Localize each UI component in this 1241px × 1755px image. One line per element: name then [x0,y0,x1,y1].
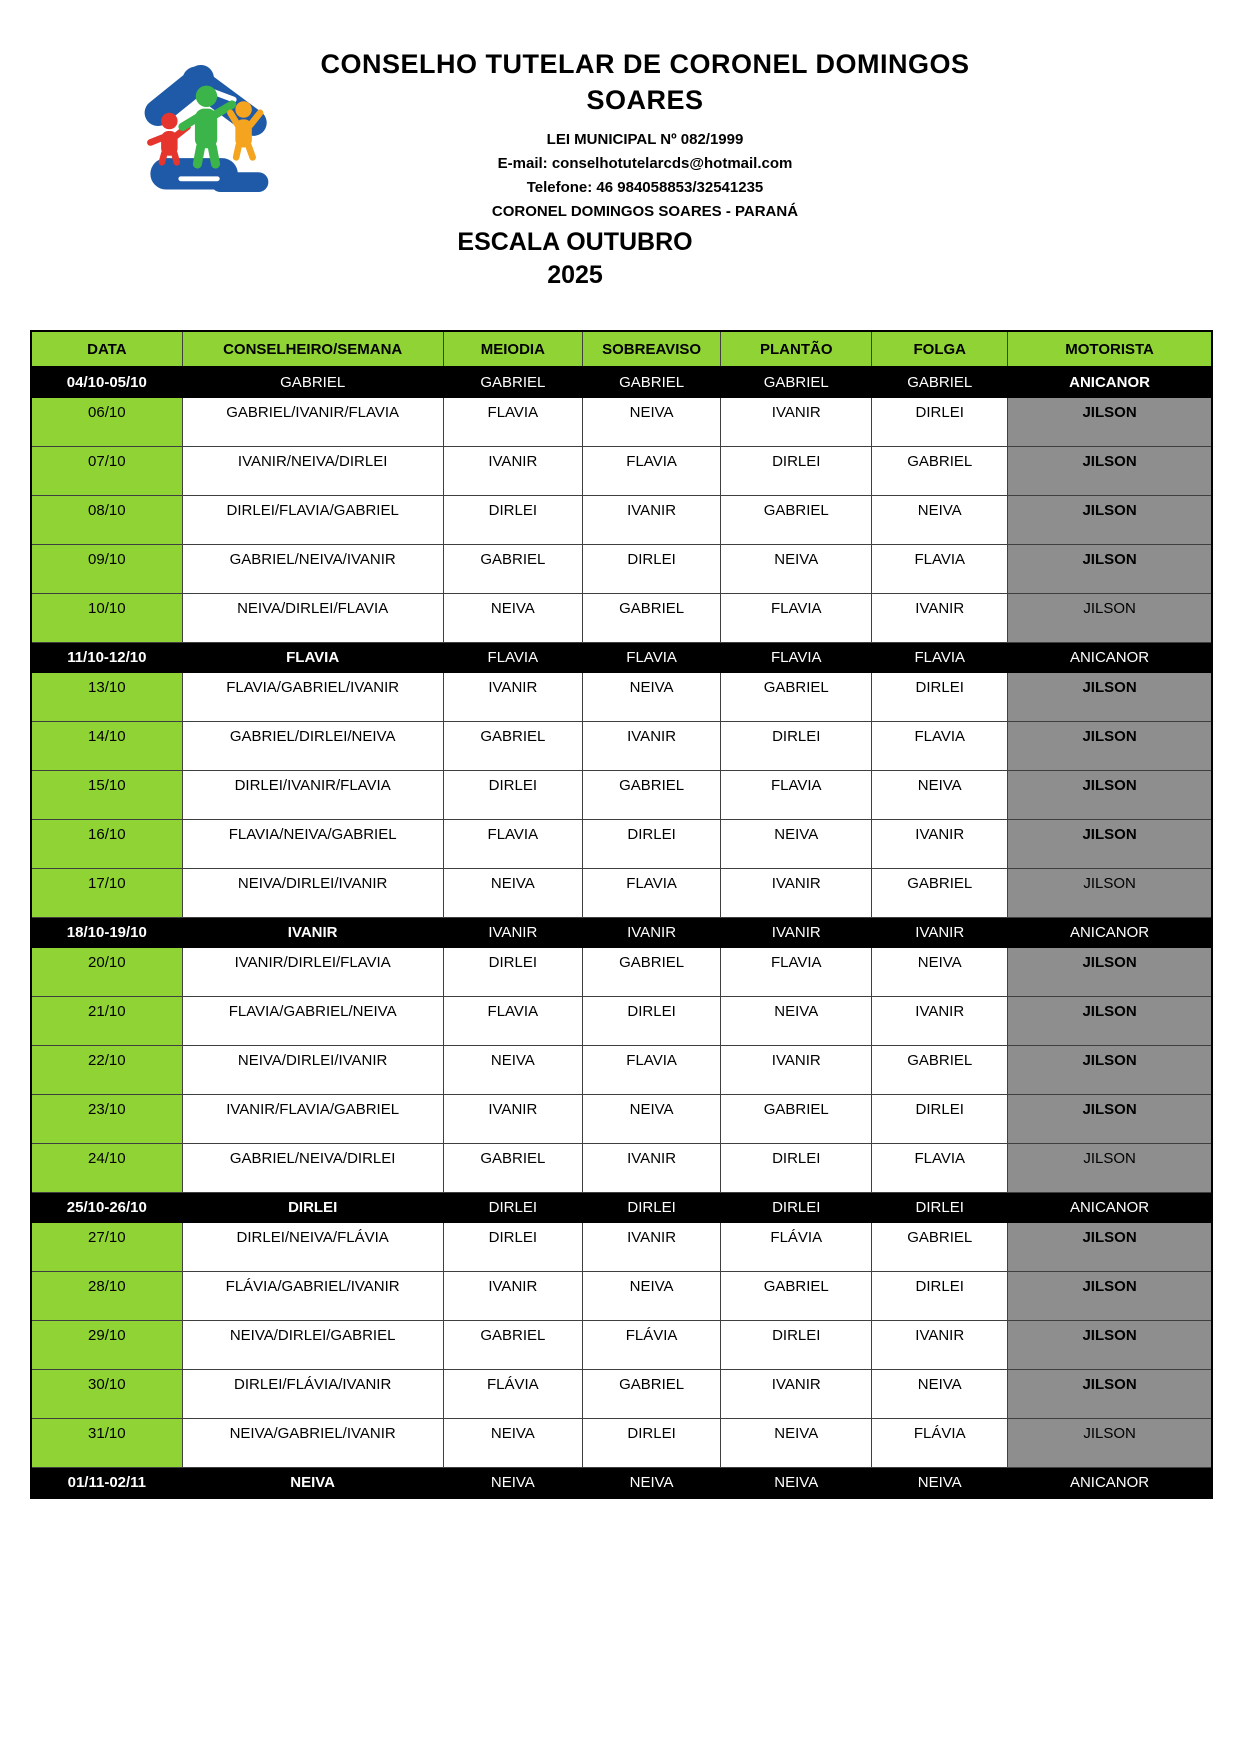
cell-sobreaviso: DIRLEI [583,997,721,1046]
cell-date: 23/10 [31,1095,182,1144]
cell-date: 01/11-02/11 [31,1468,182,1499]
cell-folga: IVANIR [872,1321,1008,1370]
cell-plantao: DIRLEI [721,722,872,771]
cell-conselheiro: DIRLEI/FLÁVIA/IVANIR [182,1370,443,1419]
cell-motorista: JILSON [1008,948,1212,997]
cell-plantao: FLÁVIA [721,1223,872,1272]
org-name-line2: SOARES [586,85,704,115]
cell-conselheiro: NEIVA/DIRLEI/IVANIR [182,1046,443,1095]
cell-plantao: NEIVA [721,545,872,594]
cell-date: 29/10 [31,1321,182,1370]
day-row [31,398,1212,447]
week-summary-row [31,1468,1212,1499]
cell-date: 04/10-05/10 [31,367,182,398]
cell-sobreaviso: NEIVA [583,1095,721,1144]
cell-conselheiro: GABRIEL/NEIVA/IVANIR [182,545,443,594]
cell-conselheiro: IVANIR/FLAVIA/GABRIEL [182,1095,443,1144]
cell-plantao: IVANIR [721,869,872,918]
cell-conselheiro: DIRLEI/FLAVIA/GABRIEL [182,496,443,545]
cell-folga: FLAVIA [872,722,1008,771]
cell-folga: DIRLEI [872,1193,1008,1223]
cell-motorista: ANICANOR [1008,1193,1212,1223]
cell-motorista: JILSON [1008,1419,1212,1468]
day-row [31,1046,1212,1095]
cell-date: 09/10 [31,545,182,594]
day-row [31,496,1212,545]
cell-conselheiro: FLÁVIA/GABRIEL/IVANIR [182,1272,443,1321]
cell-conselheiro: NEIVA/DIRLEI/IVANIR [182,869,443,918]
cell-date: 27/10 [31,1223,182,1272]
cell-motorista: JILSON [1008,869,1212,918]
column-header-conselheiro-semana: CONSELHEIRO/SEMANA [182,331,443,367]
cell-meiodia: IVANIR [443,918,582,948]
cell-plantao: IVANIR [721,1046,872,1095]
cell-folga: NEIVA [872,948,1008,997]
cell-date: 15/10 [31,771,182,820]
cell-sobreaviso: FLAVIA [583,643,721,673]
cell-meiodia: DIRLEI [443,1193,582,1223]
cell-folga: NEIVA [872,1370,1008,1419]
day-row [31,1272,1212,1321]
cell-motorista: JILSON [1008,673,1212,722]
cell-folga: IVANIR [872,918,1008,948]
cell-plantao: GABRIEL [721,1095,872,1144]
cell-plantao: NEIVA [721,1419,872,1468]
cell-sobreaviso: FLAVIA [583,869,721,918]
cell-motorista: JILSON [1008,722,1212,771]
cell-folga: DIRLEI [872,398,1008,447]
cell-date: 30/10 [31,1370,182,1419]
city-line: CORONEL DOMINGOS SOARES - PARANÁ [491,203,799,220]
cell-sobreaviso: DIRLEI [583,1419,721,1468]
day-row [31,545,1212,594]
cell-meiodia: DIRLEI [443,771,582,820]
day-row [31,1370,1212,1419]
cell-motorista: JILSON [1008,1144,1212,1193]
cell-folga: DIRLEI [872,1272,1008,1321]
cell-plantao: FLAVIA [721,771,872,820]
week-summary-row [31,1193,1212,1223]
cell-plantao: IVANIR [721,398,872,447]
cell-folga: GABRIEL [872,367,1008,398]
cell-meiodia: NEIVA [443,869,582,918]
cell-sobreaviso: FLÁVIA [583,1321,721,1370]
cell-meiodia: FLAVIA [443,820,582,869]
cell-sobreaviso: DIRLEI [583,820,721,869]
cell-sobreaviso: IVANIR [583,918,721,948]
cell-sobreaviso: GABRIEL [583,1370,721,1419]
cell-meiodia: IVANIR [443,1272,582,1321]
cell-sobreaviso: GABRIEL [583,594,721,643]
day-row [31,997,1212,1046]
cell-meiodia: GABRIEL [443,1144,582,1193]
cell-date: 11/10-12/10 [31,643,182,673]
cell-motorista: JILSON [1008,545,1212,594]
cell-plantao: IVANIR [721,1370,872,1419]
cell-conselheiro: FLAVIA [182,643,443,673]
cell-date: 25/10-26/10 [31,1193,182,1223]
cell-motorista: JILSON [1008,1095,1212,1144]
cell-motorista: JILSON [1008,820,1212,869]
cell-plantao: DIRLEI [721,447,872,496]
cell-conselheiro: IVANIR [182,918,443,948]
column-header-folga: FOLGA [872,331,1008,367]
title-month: ESCALA OUTUBRO [457,228,693,256]
cell-plantao: FLAVIA [721,948,872,997]
cell-motorista: JILSON [1008,496,1212,545]
cell-sobreaviso: IVANIR [583,722,721,771]
cell-motorista: ANICANOR [1008,367,1212,398]
cell-folga: FLAVIA [872,1144,1008,1193]
day-row [31,1223,1212,1272]
day-row [31,1321,1212,1370]
cell-motorista: JILSON [1008,594,1212,643]
cell-motorista: JILSON [1008,398,1212,447]
day-row [31,673,1212,722]
cell-sobreaviso: GABRIEL [583,771,721,820]
cell-plantao: IVANIR [721,918,872,948]
cell-conselheiro: DIRLEI [182,1193,443,1223]
cell-meiodia: IVANIR [443,673,582,722]
cell-date: 17/10 [31,869,182,918]
cell-meiodia: DIRLEI [443,948,582,997]
day-row [31,1419,1212,1468]
day-row [31,447,1212,496]
cell-folga: NEIVA [872,771,1008,820]
cell-sobreaviso: NEIVA [583,398,721,447]
column-header-data: DATA [31,331,182,367]
cell-sobreaviso: FLAVIA [583,1046,721,1095]
cell-folga: GABRIEL [872,447,1008,496]
cell-conselheiro: NEIVA/DIRLEI/FLAVIA [182,594,443,643]
cell-date: 22/10 [31,1046,182,1095]
cell-meiodia: NEIVA [443,1468,582,1499]
cell-sobreaviso: NEIVA [583,1468,721,1499]
cell-sobreaviso: NEIVA [583,673,721,722]
cell-meiodia: IVANIR [443,1095,582,1144]
cell-plantao: FLAVIA [721,594,872,643]
cell-folga: FLAVIA [872,643,1008,673]
cell-conselheiro: IVANIR/DIRLEI/FLAVIA [182,948,443,997]
cell-plantao: NEIVA [721,997,872,1046]
cell-sobreaviso: DIRLEI [583,545,721,594]
cell-folga: IVANIR [872,997,1008,1046]
email-line: E-mail: conselhotutelarcds@hotmail.com [497,155,793,172]
column-header-meiodia: MEIODIA [443,331,582,367]
cell-motorista: ANICANOR [1008,1468,1212,1499]
cell-folga: FLÁVIA [872,1419,1008,1468]
cell-folga: IVANIR [872,820,1008,869]
cell-meiodia: FLAVIA [443,997,582,1046]
cell-date: 16/10 [31,820,182,869]
cell-date: 31/10 [31,1419,182,1468]
cell-plantao: GABRIEL [721,1272,872,1321]
cell-meiodia: GABRIEL [443,367,582,398]
cell-sobreaviso: GABRIEL [583,367,721,398]
phone-line: Telefone: 46 984058853/32541235 [526,179,764,196]
cell-motorista: ANICANOR [1008,643,1212,673]
cell-folga: FLAVIA [872,545,1008,594]
cell-motorista: ANICANOR [1008,918,1212,948]
cell-meiodia: NEIVA [443,1046,582,1095]
cell-meiodia: NEIVA [443,1419,582,1468]
cell-date: 10/10 [31,594,182,643]
cell-meiodia: FLÁVIA [443,1370,582,1419]
cell-sobreaviso: GABRIEL [583,948,721,997]
table-header-row [31,331,1212,367]
cell-folga: GABRIEL [872,1046,1008,1095]
cell-date: 20/10 [31,948,182,997]
week-summary-row [31,918,1212,948]
cell-motorista: JILSON [1008,447,1212,496]
cell-plantao: DIRLEI [721,1144,872,1193]
cell-plantao: GABRIEL [721,496,872,545]
law-line: LEI MUNICIPAL Nº 082/1999 [546,131,744,148]
column-header-plant-o: PLANTÃO [721,331,872,367]
schedule-table [30,330,1213,1499]
day-row [31,1095,1212,1144]
cell-sobreaviso: NEIVA [583,1272,721,1321]
cell-meiodia: DIRLEI [443,1223,582,1272]
cell-sobreaviso: IVANIR [583,1144,721,1193]
cell-motorista: JILSON [1008,1272,1212,1321]
cell-meiodia: GABRIEL [443,1321,582,1370]
day-row [31,1144,1212,1193]
cell-plantao: FLAVIA [721,643,872,673]
column-header-motorista: MOTORISTA [1008,331,1212,367]
cell-motorista: JILSON [1008,1370,1212,1419]
cell-meiodia: NEIVA [443,594,582,643]
cell-conselheiro: GABRIEL/IVANIR/FLAVIA [182,398,443,447]
day-row [31,594,1212,643]
cell-folga: NEIVA [872,1468,1008,1499]
cell-date: 18/10-19/10 [31,918,182,948]
title-year: 2025 [547,261,603,289]
cell-meiodia: GABRIEL [443,722,582,771]
column-header-sobreaviso: SOBREAVISO [583,331,721,367]
cell-date: 28/10 [31,1272,182,1321]
cell-plantao: NEIVA [721,1468,872,1499]
org-name [278,46,1012,118]
cell-motorista: JILSON [1008,1321,1212,1370]
cell-conselheiro: GABRIEL/DIRLEI/NEIVA [182,722,443,771]
day-row [31,722,1212,771]
cell-conselheiro: DIRLEI/NEIVA/FLÁVIA [182,1223,443,1272]
cell-conselheiro: GABRIEL [182,367,443,398]
cell-plantao: GABRIEL [721,367,872,398]
conselho-tutelar-logo-icon [138,40,270,212]
cell-meiodia: IVANIR [443,447,582,496]
cell-date: 13/10 [31,673,182,722]
cell-plantao: DIRLEI [721,1321,872,1370]
cell-sobreaviso: DIRLEI [583,1193,721,1223]
cell-date: 07/10 [31,447,182,496]
cell-meiodia: DIRLEI [443,496,582,545]
cell-conselheiro: NEIVA [182,1468,443,1499]
cell-folga: DIRLEI [872,673,1008,722]
cell-folga: IVANIR [872,594,1008,643]
day-row [31,820,1212,869]
cell-date: 21/10 [31,997,182,1046]
cell-folga: DIRLEI [872,1095,1008,1144]
org-name-line1: CONSELHO TUTELAR DE CORONEL DOMINGOS [320,49,970,79]
cell-folga: GABRIEL [872,869,1008,918]
cell-conselheiro: FLAVIA/GABRIEL/NEIVA [182,997,443,1046]
cell-plantao: GABRIEL [721,673,872,722]
cell-motorista: JILSON [1008,997,1212,1046]
cell-folga: NEIVA [872,496,1008,545]
cell-meiodia: FLAVIA [443,643,582,673]
cell-motorista: JILSON [1008,1223,1212,1272]
cell-date: 06/10 [31,398,182,447]
cell-meiodia: FLAVIA [443,398,582,447]
cell-conselheiro: FLAVIA/NEIVA/GABRIEL [182,820,443,869]
cell-conselheiro: NEIVA/DIRLEI/GABRIEL [182,1321,443,1370]
page-title [25,226,1125,292]
cell-plantao: DIRLEI [721,1193,872,1223]
cell-meiodia: GABRIEL [443,545,582,594]
day-row [31,869,1212,918]
cell-sobreaviso: FLAVIA [583,447,721,496]
cell-conselheiro: DIRLEI/IVANIR/FLAVIA [182,771,443,820]
cell-folga: GABRIEL [872,1223,1008,1272]
cell-conselheiro: GABRIEL/NEIVA/DIRLEI [182,1144,443,1193]
cell-motorista: JILSON [1008,1046,1212,1095]
cell-date: 08/10 [31,496,182,545]
cell-conselheiro: NEIVA/GABRIEL/IVANIR [182,1419,443,1468]
cell-motorista: JILSON [1008,771,1212,820]
day-row [31,948,1212,997]
cell-conselheiro: IVANIR/NEIVA/DIRLEI [182,447,443,496]
letterhead [278,46,1012,224]
cell-date: 14/10 [31,722,182,771]
cell-date: 24/10 [31,1144,182,1193]
week-summary-row [31,367,1212,398]
day-row [31,771,1212,820]
cell-sobreaviso: IVANIR [583,1223,721,1272]
cell-conselheiro: FLAVIA/GABRIEL/IVANIR [182,673,443,722]
cell-sobreaviso: IVANIR [583,496,721,545]
week-summary-row [31,643,1212,673]
cell-plantao: NEIVA [721,820,872,869]
